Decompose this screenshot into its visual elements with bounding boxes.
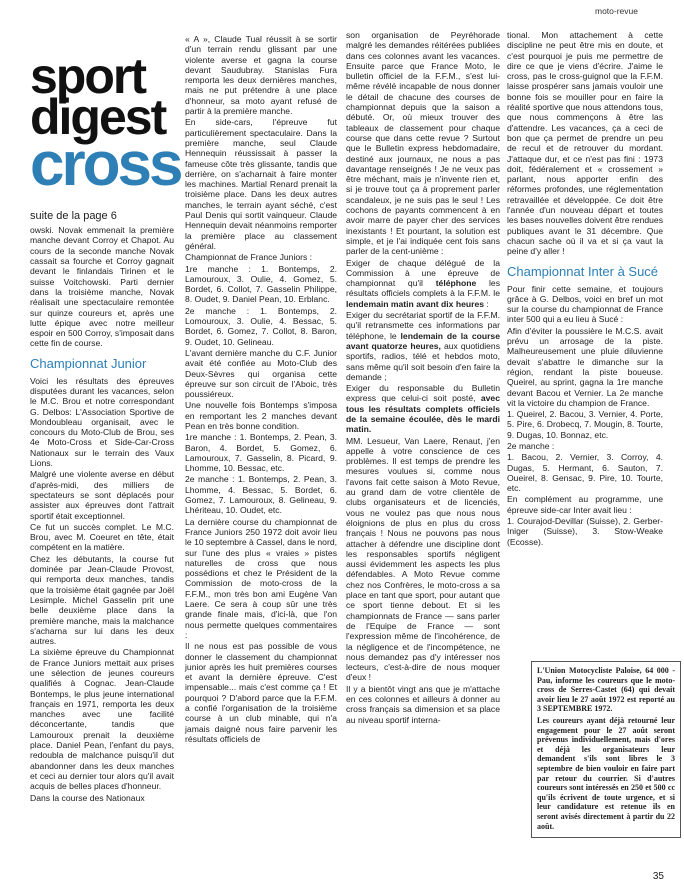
results-list: 2e manche : 1. Bontemps, 2. Lomouroux, 3. Oulie, 4. Bessac, 5. Bordet, 6. Gomez, 7. Collot, 8. Baron, 9. Oudet, 10. Gelineau. bbox=[185, 305, 337, 347]
logo-digest: digest bbox=[30, 89, 166, 145]
masthead: moto-revue bbox=[595, 6, 638, 16]
article-paragraph: Une nouvelle fois Bontemps s'imposa en remportant les 2 manches devant Pean en très bonne condition. bbox=[185, 400, 337, 431]
logo-cross: cross bbox=[30, 130, 181, 199]
article-paragraph: son organisation de Peyréhorade malgré les demandes réitérées publiées dans ces colonnes avant les vacances. Ensuite parce que France Moto, le bulletin officiel de la F.F.M., s'est lui-même révélé incapable de nous donner le détail de chacune des courses de championnat depuis que la saison a débuté. Or, où mieux trouver des tableaux de classement pour chaque course que dans cette revue ? Surtout que le Bulletin express hebdomadaire, destiné aux journaux, ne nous a pas davantage renseignés ! Je ne veux pas être méchant, mais je n'invente rien et, si je trouve tout ça à proprement parler scandaleux, je ne suis pas le seul ! Les cochons de payants commencent à en avoir marre de payer cher des services inexistants ! Et pourtant, la solution est simple, et je l'ai indiquée cent fois sans parler de la cent-unième : bbox=[346, 30, 500, 257]
results-list: 1. Courajod-Devillar (Suisse), 2. Gerber-Iniger (Suisse), 3. Stow-Weake (Ecosse). bbox=[507, 516, 663, 547]
article-paragraph bbox=[346, 258, 500, 309]
article-paragraph: En complément au programme, une épreuve side-car Inter avait lieu : bbox=[507, 494, 663, 515]
column-4 bbox=[507, 30, 663, 548]
article-paragraph: Dans la course des Nationaux bbox=[30, 792, 145, 803]
section-heading: Championnat Inter à Sucé bbox=[507, 263, 659, 279]
continued-note: suite de la page 6 bbox=[30, 209, 117, 222]
results-label: 2e manche : bbox=[507, 440, 555, 451]
article-paragraph: La sixième épreuve du Championnat de France Juniors mettait aux prises une sélection de jeunes coureurs qualifiés à Cognac. Jean-Claude Bontemps, le plus jeune international français en 1971, remporta les deux manches avec une facilité déconcertante, tandis que Lamouroux prenait la deuxième place. Daniel Pean, l'enfant du pays, redoubla de malchance puisqu'il dut abandonner dans les deux manches et ceci au dernier tour alors qu'il avait acquis de belles places d'honneur. bbox=[30, 647, 174, 792]
text-run: aux quotidiens sportifs, radios, télé et hebdos moto, sans même qu'il soit besoin d'en faire la demande ; bbox=[346, 340, 501, 382]
article-paragraph: Chez les débutants, la course fut dominée par Jean-Claude Provost, qui remporta deux manches, tandis que la troisième était gagnée par Joël Lesimple. Michel Gasselin prit une belle deuxième place dans la première manche, mais la malchance s'acharna sur lui dans les deux autres. bbox=[30, 553, 174, 647]
logo-sport: sport bbox=[30, 48, 145, 104]
article-paragraph: En side-cars, l'épreuve fut particulièrement spectaculaire. Dans la première manche, seul Claude Hennequin réussissait à passer la fameuse côte très glissante, tandis que derrière, on s'acharnait à faire monter les machines. Martial Renard prenait la troisième place. Dans les deux autres manches, le terrain ayant séché, c'est Paul Denis qui sortit vainqueur. Claude Hennequin devait néanmoins remporter la première place au classement général. bbox=[185, 117, 337, 251]
text-run: Exiger de chaque délégué de la Commission à une épreuve de championnat qu'il bbox=[346, 257, 500, 289]
article-paragraph: Voici les résultats des épreuves disputées durant les vacances, selon le M.C. Brou et notre correspondant G. Delbos: L'Association Sportive de Mondoubleau organisait, avec le concours du Moto-Club de Brou, ses 4e Moto-Cross et Side-Car-Cross Nationaux sur le terrain des Vaux Lions. bbox=[30, 375, 174, 469]
article-paragraph: La dernière course du championnat de France Juniors 250 1972 doit avoir lieu le 10 septembre à Cassel, dans le nord, sur l'une des plus « vraies » pistes naturelles de cross que nous possédions et chez le Président de la Commission de moto-cross de la F.F.M., mon très bon ami Eugène Van Laere. Ce sera à coup sûr une très grande finale mais, d'ici-là, que l'on nous permette quelques commentaires : bbox=[185, 516, 337, 640]
results-list: 1. Bacou, 2. Vernier, 3. Corroy, 4. Dugas, 5. Hermant, 6. Sauton, 7. Oueirel, 8. Gensac, 9. Pire, 10. Tourte, etc. bbox=[507, 452, 663, 494]
article-paragraph: Malgré une violente averse en début d'après-midi, des milliers de spectateurs se sont déplacés pour assister aux épreuves dont l'attrait sportif était exceptionnel. bbox=[30, 469, 174, 521]
article-paragraph bbox=[346, 383, 500, 434]
text-run: les résultats officiels complets à la F.F.M. le bbox=[346, 278, 500, 299]
article-paragraph: Ce fut un succès complet. Le M.C. Brou, avec M. Coeuret en tête, était compétent en la matière. bbox=[30, 521, 174, 553]
section-logo bbox=[30, 48, 181, 199]
page-number: 35 bbox=[652, 871, 664, 882]
results-list: 1re manche : 1. Bontemps, 2. Lamouroux, 3. Oulie, 4. Gomez, 5. Bordet, 6. Collot, 7. Gasselin Philippe, 8. Oudet, 9. Daniel Pean, 10. Erblanc. bbox=[185, 263, 337, 305]
text-run: Exiger du secrétariat sportif de la F.F.M. qu'il retransmette ces informations par téléphone, le bbox=[346, 310, 500, 341]
emphasis: téléphone bbox=[435, 278, 477, 289]
notice-paragraph: Les coureurs ayant déjà retourné leur engagement pour le 27 août seront prévenus individuellement, mais d'ores et déjà les organisateurs leur demandent s'ils sont libres le 3 septembre de bien vouloir en faire part par retour du courrier. Si d'autres coureurs sont intéressés en 250 et 500 cc qu'ils écrivent de toute urgence, et si leur candidature est retenue ils en seront avisés directement à partir du 22 août. bbox=[537, 715, 675, 831]
article-paragraph: Pour finir cette semaine, et toujours grâce à G. Delbos, voici en bref un mot sur la course du championnat de France inter 500 qui a eu lieu à Sucé : bbox=[507, 283, 663, 325]
emphasis: avec tous les résultats complets officiels de la semaine écoulée, dès le mardi matin. bbox=[346, 393, 500, 435]
section-heading: Championnat Junior bbox=[30, 355, 147, 371]
results-list: 2e manche : 1. Bontemps, 2. Pean, 3. Lhomme, 4. Bessac, 5. Bordet, 6. Gomez, 7. Lamouroux, 8. Gelineau, 9. Lhériteau, 10. Oudet, etc. bbox=[185, 474, 337, 516]
article-paragraph: Championnat de France Juniors : bbox=[185, 252, 313, 263]
results-list: 1re manche : 1. Bontemps, 2. Pean, 3. Baron, 4. Bordet, 5. Gomez, 6. Lamouroux, 7. Gasselin, 8. Picard, 9. Lhomme, 10. Bessac, etc. bbox=[185, 432, 337, 474]
article-paragraph: Afin d'éviter la poussière le M.C.S. avait prévu un arrosage de la piste. Malheureusement une pluie diluvienne devait s'abattre le dimanche sur la région, rendant la piste boueuse. Queirel, au sprint, gagna la 1re manche devant Bacou et Vernier. La 2e manche vit la victoire du champion de France. bbox=[507, 325, 663, 408]
article-paragraph: owski. Novak emmenait la première manche devant Corroy et Chapot. Au cours de la seconde manche Novak cassait sa fourche et Corroy gagnait devant le finlandais Tirinen et le suisse Voitchowski. Parti dernier dans la troisième manche, Novak réalisait une spectaculaire remontée sur quinze coureurs et, après une lutte épique avec notre meilleur espoir en 500 Corroy, s'imposait dans cette fin de course. bbox=[30, 225, 174, 349]
emphasis: lendemain de la course avant quatorze heures, bbox=[346, 330, 500, 351]
column-2 bbox=[185, 34, 337, 745]
article-paragraph bbox=[346, 310, 500, 382]
article-paragraph: L'avant dernière manche du C.F. Junior avait été confiée au Moto-Club des Deux-Sèvres qui organisa cette épreuve sur son circuit de l'Aboic, très poussiéreux. bbox=[185, 347, 337, 400]
article-paragraph: tional. Mon attachement à cette discipline ne peut être mis en doute, et c'est pourquoi je puis me permettre de dire ce que je viens d'écrire. J'aime le cross, pas le cross-guignol que la F.F.M. laisse prospérer sans jamais vouloir une bonne fois se mouiller pour en faire la réalité sportive que nous attendons tous, que nous commençons à être las d'attendre. Les vacances, ça a ceci de bon que ça permet de prendre un peu de recul et de retrouver du mordant. J'attaque dur, et ce n'est pas fini : 1973 doit, fédéralement et « crossement » parlant, nous apporter enfin des réformes profondes, une réglementation retravaillée et développée. Ce doit être l'année d'un nouveau départ et toutes les bases nouvelles doivent être rendues publiques avant le 31 décembre. Que chacun sache où il va et si ça vaut la peine d'y aller ! bbox=[507, 30, 663, 257]
notice-box bbox=[531, 661, 681, 838]
notice-paragraph: L'Union Motocycliste Paloise, 64 000 - Pau, informe les coureurs que le moto-cross de Serres-Castet (64) qui devait avoir lieu le 27 août 1972 est reporté au 3 SEPTEMBRE 1972. bbox=[537, 666, 675, 714]
article-paragraph: « A », Claude Tual réussit à se sortir d'un terrain rendu glissant par une violente averse et gagna la course devant Saudubray. Stanislas Fura remporta les deux dernières manches, mais ne put prétendre à une place d'honneur, sa moto ayant refusé de partir à la première manche. bbox=[185, 34, 337, 117]
emphasis: lendemain matin avant dix heures bbox=[346, 298, 485, 309]
text-run: Exiger du responsable du Bulletin express que celui-ci soit posté, bbox=[346, 383, 500, 404]
column-3 bbox=[346, 30, 500, 726]
article-paragraph: Il y a bientôt vingt ans que je m'attache en ces colonnes et ailleurs à donner au cross français sa dimension et sa place au niveau sportif interna- bbox=[346, 683, 500, 725]
text-run: : bbox=[484, 298, 489, 309]
results-list: 1. Queirel, 2. Bacou, 3. Vernier, 4. Porte, 5. Pire, 6. Drobecq, 7. Mougin, 8. Tourte, 9. Dugas, 10. Bonnaz, etc. bbox=[507, 409, 663, 440]
article-paragraph: Il ne nous est pas possible de vous donner le classement du championnat junior après les huit premières courses et avant la dernière épreuve. C'est impensable... mais c'est comme ça ! Et pourquoi ? D'abord parce que la F.F.M. a confié l'organisation de la troisième course à un club minable, qui n'a jamais daigné nous faire parvenir les résultats officiels de bbox=[185, 641, 337, 744]
article-paragraph: MM. Lesueur, Van Laere, Renaut, j'en appelle à votre conscience de ces problèmes. Il est temps de prendre les mesures voulues si, comme nous l'avons fait cette saison à Moto Revue, au grand dam de votre clientèle de clubs organisateurs et de licenciés, vous ne voulez pas que nous nous éloignions de plus en plus du cross français ! Nous ne pouvons pas nous attacher à défendre une discipline dont les responsables sportifs négligent aussi évidemment les aspects les plus défendables. A Moto Revue comme chez nos Confrères, le moto-cross a sa place en tant que sport, pour autant que ce sport tienne debout. Et si les championnats de France — sans parler de l'Equipe de France — sont l'expression même de l'incohérence, de la négligence et de l'incompétence, ne nous demandez pas d'y intéresser nos lecteurs, c'est-à-dire de nous moquer d'eux ! bbox=[346, 435, 500, 683]
column-1 bbox=[30, 34, 181, 804]
